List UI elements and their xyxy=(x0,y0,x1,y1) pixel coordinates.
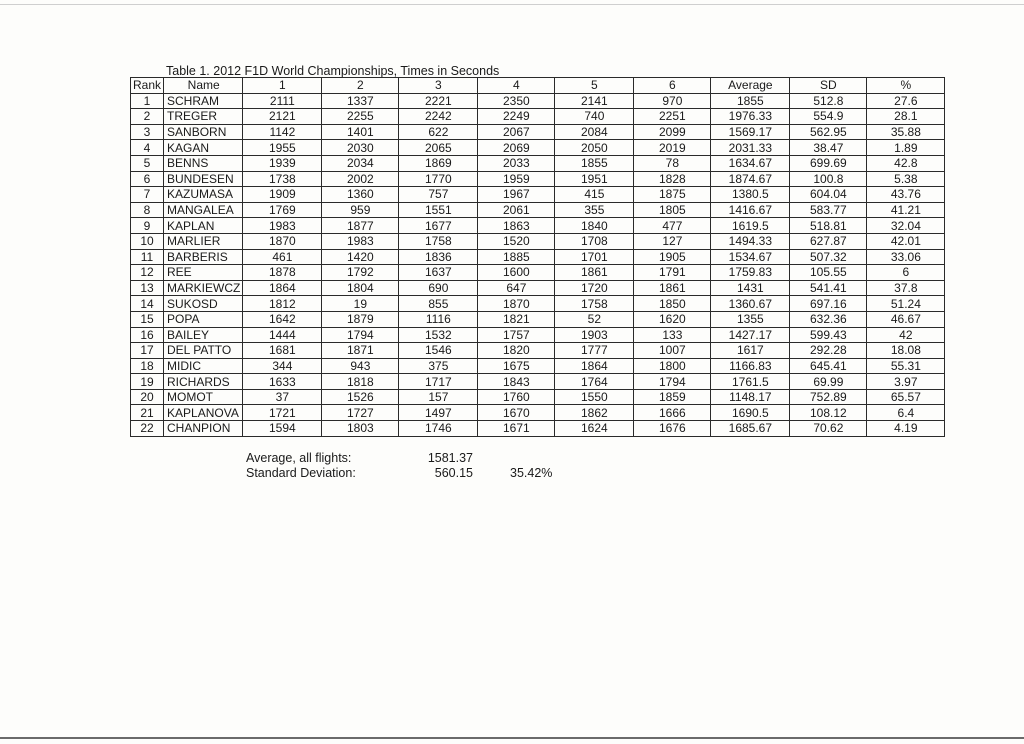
value-cell: 344 xyxy=(243,358,322,374)
value-cell: 1859 xyxy=(634,389,711,405)
value-cell: 507.32 xyxy=(790,249,867,265)
value-cell: 632.36 xyxy=(790,311,867,327)
value-cell: 1874.67 xyxy=(711,171,790,187)
value-cell: 2034 xyxy=(322,155,399,171)
column-header: Name xyxy=(164,78,243,94)
value-cell: 1939 xyxy=(243,155,322,171)
value-cell: 1764 xyxy=(555,374,634,390)
value-cell: 1794 xyxy=(634,374,711,390)
table-row xyxy=(131,405,945,421)
value-cell: 622 xyxy=(399,124,478,140)
value-cell: 1624 xyxy=(555,421,634,437)
value-cell: 1727 xyxy=(322,405,399,421)
rank-cell: 5 xyxy=(131,155,164,171)
value-cell: 42 xyxy=(867,327,945,343)
name-cell: KAPLAN xyxy=(164,218,243,234)
value-cell: 2067 xyxy=(478,124,555,140)
value-cell: 1633 xyxy=(243,374,322,390)
table-row xyxy=(131,140,945,156)
value-cell: 1821 xyxy=(478,311,555,327)
rank-cell: 17 xyxy=(131,343,164,359)
rank-cell: 20 xyxy=(131,389,164,405)
column-header: SD xyxy=(790,78,867,94)
value-cell: 5.38 xyxy=(867,171,945,187)
value-cell: 1355 xyxy=(711,311,790,327)
value-cell: 3.97 xyxy=(867,374,945,390)
value-cell: 46.67 xyxy=(867,311,945,327)
value-cell: 2033 xyxy=(478,155,555,171)
column-header: Average xyxy=(711,78,790,94)
table-row xyxy=(131,109,945,125)
value-cell: 1862 xyxy=(555,405,634,421)
value-cell: 1759.83 xyxy=(711,265,790,281)
value-cell: 1983 xyxy=(322,233,399,249)
value-cell: 1526 xyxy=(322,389,399,405)
value-cell: 1670 xyxy=(478,405,555,421)
table-row xyxy=(131,374,945,390)
scan-top-edge xyxy=(0,4,1024,5)
value-cell: 1757 xyxy=(478,327,555,343)
value-cell: 27.6 xyxy=(867,93,945,109)
value-cell: 1431 xyxy=(711,280,790,296)
table-row xyxy=(131,218,945,234)
value-cell: 740 xyxy=(555,109,634,125)
value-cell: 1967 xyxy=(478,187,555,203)
name-cell: KAZUMASA xyxy=(164,187,243,203)
value-cell: 1738 xyxy=(243,171,322,187)
value-cell: 1617 xyxy=(711,343,790,359)
rank-cell: 7 xyxy=(131,187,164,203)
name-cell: BENNS xyxy=(164,155,243,171)
table-row xyxy=(131,265,945,281)
value-cell: 970 xyxy=(634,93,711,109)
value-cell: 1863 xyxy=(478,218,555,234)
value-cell: 415 xyxy=(555,187,634,203)
value-cell: 1337 xyxy=(322,93,399,109)
value-cell: 1497 xyxy=(399,405,478,421)
value-cell: 1148.17 xyxy=(711,389,790,405)
rank-cell: 13 xyxy=(131,280,164,296)
value-cell: 1720 xyxy=(555,280,634,296)
value-cell: 697.16 xyxy=(790,296,867,312)
table-row xyxy=(131,93,945,109)
value-cell: 51.24 xyxy=(867,296,945,312)
table-row xyxy=(131,327,945,343)
value-cell: 2350 xyxy=(478,93,555,109)
column-header: 5 xyxy=(555,78,634,94)
value-cell: 512.8 xyxy=(790,93,867,109)
table-row xyxy=(131,187,945,203)
value-cell: 752.89 xyxy=(790,389,867,405)
value-cell: 2121 xyxy=(243,109,322,125)
average-label: Average, all flights: xyxy=(246,451,352,465)
value-cell: 1864 xyxy=(555,358,634,374)
value-cell: 133 xyxy=(634,327,711,343)
value-cell: 1951 xyxy=(555,171,634,187)
value-cell: 52 xyxy=(555,311,634,327)
table-row xyxy=(131,311,945,327)
value-cell: 2242 xyxy=(399,109,478,125)
value-cell: 855 xyxy=(399,296,478,312)
value-cell: 42.01 xyxy=(867,233,945,249)
value-cell: 1401 xyxy=(322,124,399,140)
value-cell: 33.06 xyxy=(867,249,945,265)
value-cell: 6.4 xyxy=(867,405,945,421)
column-header: 1 xyxy=(243,78,322,94)
value-cell: 1877 xyxy=(322,218,399,234)
table-row xyxy=(131,389,945,405)
name-cell: MANGALEA xyxy=(164,202,243,218)
value-cell: 1666 xyxy=(634,405,711,421)
name-cell: BUNDESEN xyxy=(164,171,243,187)
rank-cell: 6 xyxy=(131,171,164,187)
rank-cell: 11 xyxy=(131,249,164,265)
value-cell: 35.88 xyxy=(867,124,945,140)
value-cell: 627.87 xyxy=(790,233,867,249)
value-cell: 292.28 xyxy=(790,343,867,359)
value-cell: 2099 xyxy=(634,124,711,140)
value-cell: 69.99 xyxy=(790,374,867,390)
value-cell: 1550 xyxy=(555,389,634,405)
value-cell: 2221 xyxy=(399,93,478,109)
value-cell: 1685.67 xyxy=(711,421,790,437)
table-row xyxy=(131,233,945,249)
scan-bottom-edge xyxy=(0,737,1024,739)
value-cell: 1794 xyxy=(322,327,399,343)
value-cell: 37.8 xyxy=(867,280,945,296)
rank-cell: 3 xyxy=(131,124,164,140)
name-cell: CHANPION xyxy=(164,421,243,437)
value-cell: 2249 xyxy=(478,109,555,125)
value-cell: 1675 xyxy=(478,358,555,374)
name-cell: TREGER xyxy=(164,109,243,125)
value-cell: 1690.5 xyxy=(711,405,790,421)
value-cell: 108.12 xyxy=(790,405,867,421)
value-cell: 2251 xyxy=(634,109,711,125)
table-row xyxy=(131,296,945,312)
value-cell: 32.04 xyxy=(867,218,945,234)
value-cell: 1805 xyxy=(634,202,711,218)
value-cell: 78 xyxy=(634,155,711,171)
column-header: Rank xyxy=(131,78,164,94)
value-cell: 1619.5 xyxy=(711,218,790,234)
value-cell: 1878 xyxy=(243,265,322,281)
value-cell: 41.21 xyxy=(867,202,945,218)
value-cell: 100.8 xyxy=(790,171,867,187)
value-cell: 42.8 xyxy=(867,155,945,171)
value-cell: 1871 xyxy=(322,343,399,359)
value-cell: 1416.67 xyxy=(711,202,790,218)
value-cell: 1791 xyxy=(634,265,711,281)
value-cell: 127 xyxy=(634,233,711,249)
column-header: 2 xyxy=(322,78,399,94)
value-cell: 38.47 xyxy=(790,140,867,156)
value-cell: 1769 xyxy=(243,202,322,218)
value-cell: 1955 xyxy=(243,140,322,156)
value-cell: 1427.17 xyxy=(711,327,790,343)
value-cell: 1803 xyxy=(322,421,399,437)
table-header-row xyxy=(131,78,945,94)
table-body xyxy=(131,93,945,436)
value-cell: 1708 xyxy=(555,233,634,249)
value-cell: 1534.67 xyxy=(711,249,790,265)
value-cell: 1676 xyxy=(634,421,711,437)
value-cell: 2111 xyxy=(243,93,322,109)
name-cell: REE xyxy=(164,265,243,281)
value-cell: 1792 xyxy=(322,265,399,281)
value-cell: 1777 xyxy=(555,343,634,359)
value-cell: 647 xyxy=(478,280,555,296)
value-cell: 1637 xyxy=(399,265,478,281)
value-cell: 43.76 xyxy=(867,187,945,203)
value-cell: 355 xyxy=(555,202,634,218)
value-cell: 583.77 xyxy=(790,202,867,218)
column-header: 3 xyxy=(399,78,478,94)
name-cell: MARLIER xyxy=(164,233,243,249)
value-cell: 2019 xyxy=(634,140,711,156)
value-cell: 70.62 xyxy=(790,421,867,437)
value-cell: 1770 xyxy=(399,171,478,187)
value-cell: 1870 xyxy=(243,233,322,249)
value-cell: 1569.17 xyxy=(711,124,790,140)
value-cell: 55.31 xyxy=(867,358,945,374)
rank-cell: 15 xyxy=(131,311,164,327)
value-cell: 1007 xyxy=(634,343,711,359)
value-cell: 1820 xyxy=(478,343,555,359)
table-row xyxy=(131,202,945,218)
value-cell: 1905 xyxy=(634,249,711,265)
value-cell: 477 xyxy=(634,218,711,234)
value-cell: 599.43 xyxy=(790,327,867,343)
value-cell: 1746 xyxy=(399,421,478,437)
value-cell: 1360 xyxy=(322,187,399,203)
value-cell: 1843 xyxy=(478,374,555,390)
name-cell: SCHRAM xyxy=(164,93,243,109)
table-row xyxy=(131,358,945,374)
value-cell: 1.89 xyxy=(867,140,945,156)
sd-percent: 35.42% xyxy=(510,466,553,480)
value-cell: 562.95 xyxy=(790,124,867,140)
value-cell: 1380.5 xyxy=(711,187,790,203)
value-cell: 518.81 xyxy=(790,218,867,234)
rank-cell: 21 xyxy=(131,405,164,421)
rank-cell: 10 xyxy=(131,233,164,249)
value-cell: 1812 xyxy=(243,296,322,312)
name-cell: RICHARDS xyxy=(164,374,243,390)
value-cell: 1870 xyxy=(478,296,555,312)
value-cell: 1761.5 xyxy=(711,374,790,390)
name-cell: KAPLANOVA xyxy=(164,405,243,421)
table-row xyxy=(131,171,945,187)
value-cell: 1855 xyxy=(555,155,634,171)
value-cell: 1166.83 xyxy=(711,358,790,374)
value-cell: 2141 xyxy=(555,93,634,109)
name-cell: BAILEY xyxy=(164,327,243,343)
value-cell: 1594 xyxy=(243,421,322,437)
value-cell: 37 xyxy=(243,389,322,405)
value-cell: 1800 xyxy=(634,358,711,374)
value-cell: 757 xyxy=(399,187,478,203)
rank-cell: 22 xyxy=(131,421,164,437)
value-cell: 1875 xyxy=(634,187,711,203)
value-cell: 1818 xyxy=(322,374,399,390)
value-cell: 1861 xyxy=(555,265,634,281)
value-cell: 6 xyxy=(867,265,945,281)
value-cell: 1360.67 xyxy=(711,296,790,312)
value-cell: 1903 xyxy=(555,327,634,343)
rank-cell: 8 xyxy=(131,202,164,218)
value-cell: 699.69 xyxy=(790,155,867,171)
value-cell: 645.41 xyxy=(790,358,867,374)
value-cell: 2255 xyxy=(322,109,399,125)
value-cell: 1701 xyxy=(555,249,634,265)
value-cell: 1620 xyxy=(634,311,711,327)
rank-cell: 12 xyxy=(131,265,164,281)
value-cell: 1976.33 xyxy=(711,109,790,125)
value-cell: 1864 xyxy=(243,280,322,296)
rank-cell: 9 xyxy=(131,218,164,234)
value-cell: 1869 xyxy=(399,155,478,171)
value-cell: 690 xyxy=(399,280,478,296)
column-header: % xyxy=(867,78,945,94)
value-cell: 1885 xyxy=(478,249,555,265)
table-row xyxy=(131,343,945,359)
name-cell: DEL PATTO xyxy=(164,343,243,359)
rank-cell: 1 xyxy=(131,93,164,109)
value-cell: 28.1 xyxy=(867,109,945,125)
value-cell: 1861 xyxy=(634,280,711,296)
table-row xyxy=(131,249,945,265)
value-cell: 1532 xyxy=(399,327,478,343)
table-row xyxy=(131,155,945,171)
value-cell: 2061 xyxy=(478,202,555,218)
name-cell: MARKIEWCZ xyxy=(164,280,243,296)
value-cell: 943 xyxy=(322,358,399,374)
value-cell: 2084 xyxy=(555,124,634,140)
value-cell: 1551 xyxy=(399,202,478,218)
value-cell: 65.57 xyxy=(867,389,945,405)
rank-cell: 2 xyxy=(131,109,164,125)
value-cell: 1850 xyxy=(634,296,711,312)
value-cell: 18.08 xyxy=(867,343,945,359)
column-header: 4 xyxy=(478,78,555,94)
sd-value: 560.15 xyxy=(434,466,473,480)
value-cell: 1840 xyxy=(555,218,634,234)
value-cell: 1677 xyxy=(399,218,478,234)
value-cell: 541.41 xyxy=(790,280,867,296)
value-cell: 1681 xyxy=(243,343,322,359)
average-value: 1581.37 xyxy=(427,451,473,465)
value-cell: 19 xyxy=(322,296,399,312)
value-cell: 1600 xyxy=(478,265,555,281)
rank-cell: 14 xyxy=(131,296,164,312)
name-cell: SANBORN xyxy=(164,124,243,140)
value-cell: 1420 xyxy=(322,249,399,265)
name-cell: SUKOSD xyxy=(164,296,243,312)
value-cell: 2069 xyxy=(478,140,555,156)
value-cell: 1804 xyxy=(322,280,399,296)
table-title: Table 1. 2012 F1D World Championships, Times in Seconds xyxy=(166,64,500,78)
name-cell: BARBERIS xyxy=(164,249,243,265)
table-row xyxy=(131,421,945,437)
value-cell: 1546 xyxy=(399,343,478,359)
value-cell: 1520 xyxy=(478,233,555,249)
value-cell: 1444 xyxy=(243,327,322,343)
value-cell: 1634.67 xyxy=(711,155,790,171)
value-cell: 2002 xyxy=(322,171,399,187)
rank-cell: 18 xyxy=(131,358,164,374)
rank-cell: 19 xyxy=(131,374,164,390)
value-cell: 157 xyxy=(399,389,478,405)
value-cell: 1142 xyxy=(243,124,322,140)
rank-cell: 16 xyxy=(131,327,164,343)
table-row xyxy=(131,124,945,140)
value-cell: 1758 xyxy=(399,233,478,249)
value-cell: 4.19 xyxy=(867,421,945,437)
name-cell: POPA xyxy=(164,311,243,327)
table-row xyxy=(131,280,945,296)
value-cell: 2030 xyxy=(322,140,399,156)
value-cell: 1959 xyxy=(478,171,555,187)
value-cell: 1983 xyxy=(243,218,322,234)
value-cell: 461 xyxy=(243,249,322,265)
value-cell: 1909 xyxy=(243,187,322,203)
column-header: 6 xyxy=(634,78,711,94)
name-cell: MOMOT xyxy=(164,389,243,405)
value-cell: 1642 xyxy=(243,311,322,327)
value-cell: 1855 xyxy=(711,93,790,109)
value-cell: 554.9 xyxy=(790,109,867,125)
value-cell: 1879 xyxy=(322,311,399,327)
value-cell: 1760 xyxy=(478,389,555,405)
value-cell: 1116 xyxy=(399,311,478,327)
value-cell: 1721 xyxy=(243,405,322,421)
rank-cell: 4 xyxy=(131,140,164,156)
results-table xyxy=(130,77,945,437)
value-cell: 1836 xyxy=(399,249,478,265)
value-cell: 375 xyxy=(399,358,478,374)
value-cell: 2065 xyxy=(399,140,478,156)
sd-label: Standard Deviation: xyxy=(246,466,356,480)
value-cell: 1828 xyxy=(634,171,711,187)
name-cell: MIDIC xyxy=(164,358,243,374)
value-cell: 105.55 xyxy=(790,265,867,281)
value-cell: 2050 xyxy=(555,140,634,156)
value-cell: 1717 xyxy=(399,374,478,390)
value-cell: 604.04 xyxy=(790,187,867,203)
value-cell: 2031.33 xyxy=(711,140,790,156)
value-cell: 1758 xyxy=(555,296,634,312)
value-cell: 959 xyxy=(322,202,399,218)
value-cell: 1671 xyxy=(478,421,555,437)
name-cell: KAGAN xyxy=(164,140,243,156)
value-cell: 1494.33 xyxy=(711,233,790,249)
